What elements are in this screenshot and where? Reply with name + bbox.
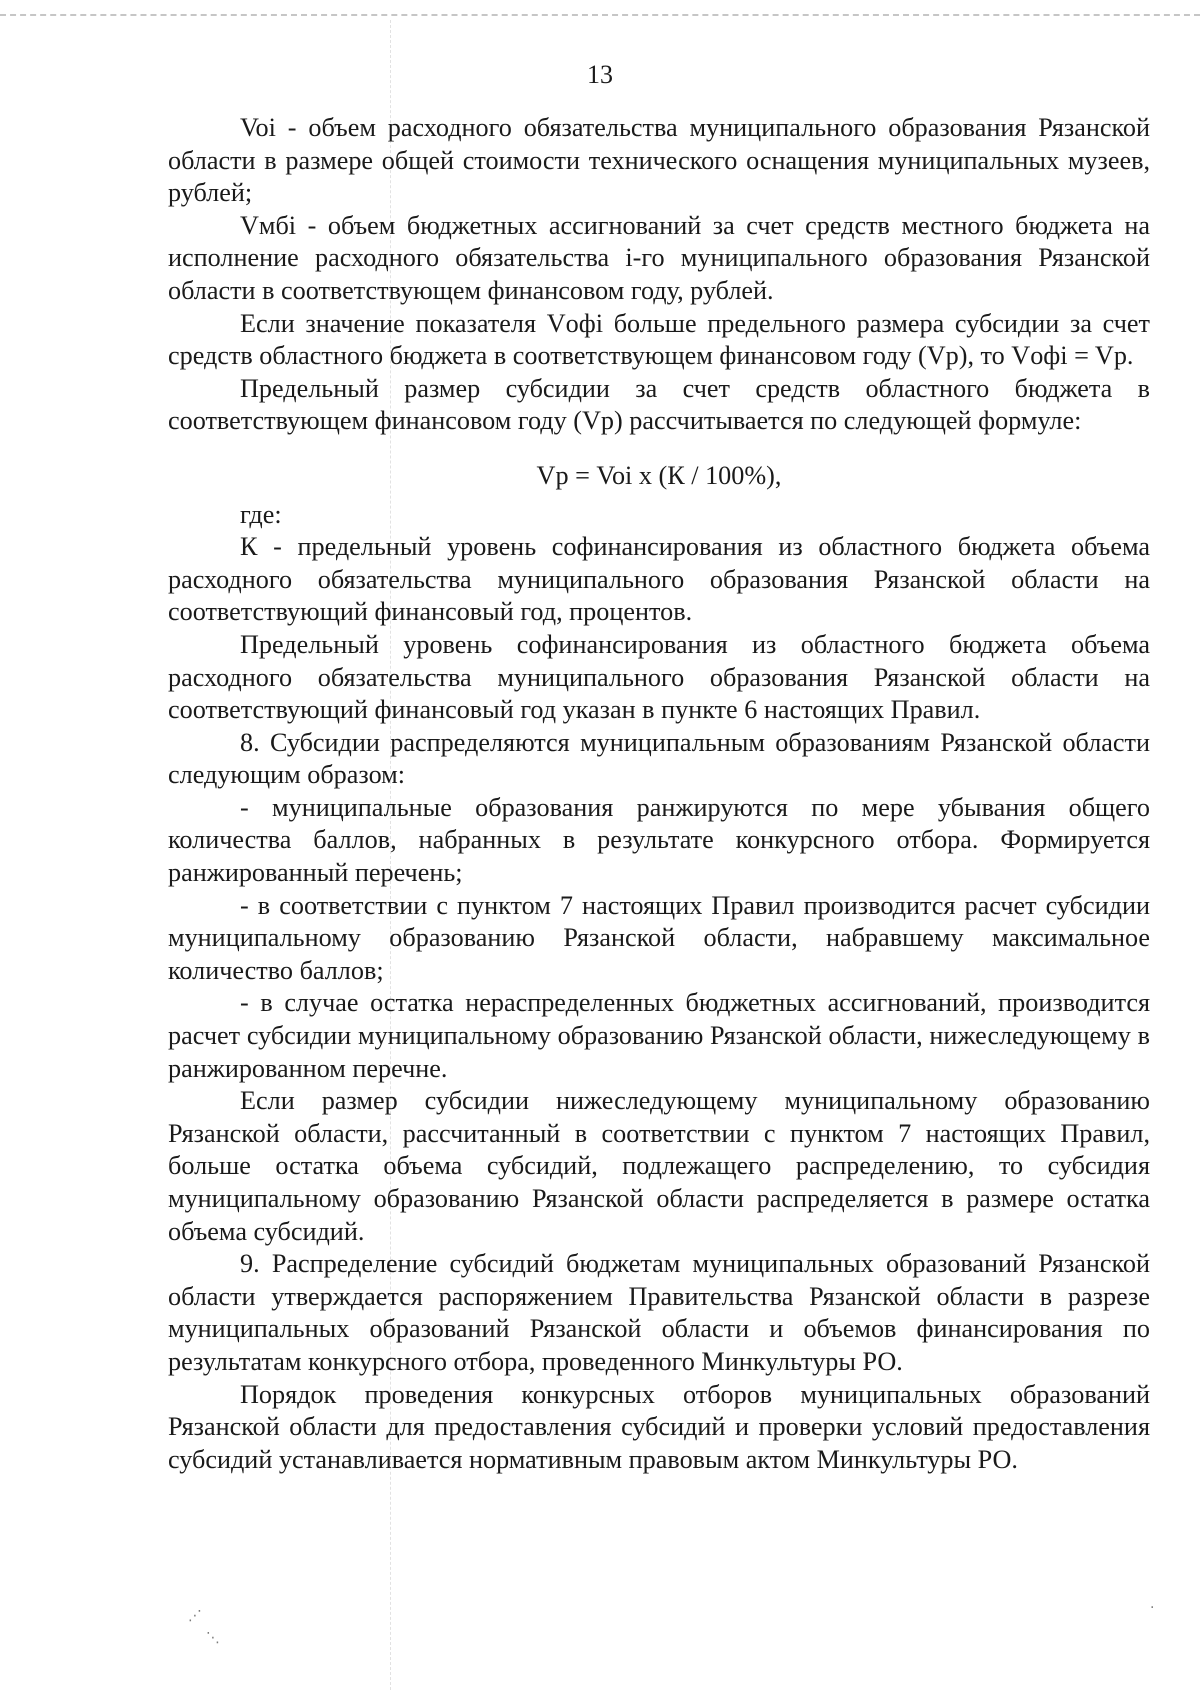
scan-speck: · xyxy=(1150,1600,1155,1616)
formula: Vр = Voi x (К / 100%), xyxy=(536,460,782,490)
paragraph: Предельный уровень софинансирования из областного бюджета объема расходного обязательства муниципального образования Рязанской области на соответствующий финансовый год указан в пункте 6 настоящих Правил. xyxy=(168,629,1150,725)
document-body xyxy=(168,112,1150,1476)
paragraph: где: xyxy=(240,499,282,529)
scan-speck: ⋰ xyxy=(188,1608,202,1624)
page-number: 13 xyxy=(587,60,613,89)
paragraph: 8. Субсидии распределяются муниципальным образованиям Рязанской области следующим образом: xyxy=(168,727,1150,790)
scan-speck: ⋱ xyxy=(206,1630,220,1646)
paragraph: Предельный размер субсидии за счет средств областного бюджета в соответствующем финансовом году (Vр) рассчитывается по следующей формуле: xyxy=(168,373,1150,436)
paragraph: Если размер субсидии нижеследующему муниципальному образованию Рязанской области, рассчитанный в соответствии с пунктом 7 настоящих Правил, больше остатка объема субсидий, подлежащего распределению, то субсидия муниципальному образованию Рязанской области распределяется в размере остатка объема субсидий. xyxy=(168,1086,1150,1246)
scan-edge-artifact xyxy=(0,14,1200,16)
paragraph: - в случае остатка нераспределенных бюджетных ассигнований, производится расчет субсидии муниципальному образованию Рязанской области, нижеследующему в ранжированном перечне. xyxy=(168,988,1150,1083)
paragraph: К - предельный уровень софинансирования из областного бюджета объема расходного обязательства муниципального образования Рязанской области на соответствующий финансовый год, процентов. xyxy=(168,532,1150,627)
paragraph: - в соответствии с пунктом 7 настоящих Правил производится расчет субсидии муниципальному образованию Рязанской области, набравшему максимальное количество баллов; xyxy=(168,890,1150,985)
paragraph: Если значение показателя Vофi больше предельного размера субсидии за счет средств областного бюджета в соответствующем финансовом году (Vр), то Vофi = Vр. xyxy=(168,308,1150,371)
paragraph: Vмбi - объем бюджетных ассигнований за счет средств местного бюджета на исполнение расходного обязательства i-го муниципального образования Рязанской области в соответствующем финансовом году, рублей. xyxy=(168,210,1150,305)
paragraph: - муниципальные образования ранжируются по мере убывания общего количества баллов, набранных в результате конкурсного отбора. Формируется ранжированный перечень; xyxy=(168,792,1150,888)
paragraph: 9. Распределение субсидий бюджетам муниципальных образований Рязанской области утверждается распоряжением Правительства Рязанской области в разрезе муниципальных образований Рязанской области и объемов финансирования по результатам конкурсного отбора, проведенного Минкультуры РО. xyxy=(168,1249,1150,1376)
paragraph: Порядок проведения конкурсных отборов муниципальных образований Рязанской области для предоставления субсидий и проверки условий предоставления субсидий устанавливается нормативным правовым актом Минкультуры РО. xyxy=(168,1379,1150,1474)
paragraph: Voi - объем расходного обязательства муниципального образования Рязанской области в размере общей стоимости технического оснащения муниципальных музеев, рублей; xyxy=(168,113,1150,208)
